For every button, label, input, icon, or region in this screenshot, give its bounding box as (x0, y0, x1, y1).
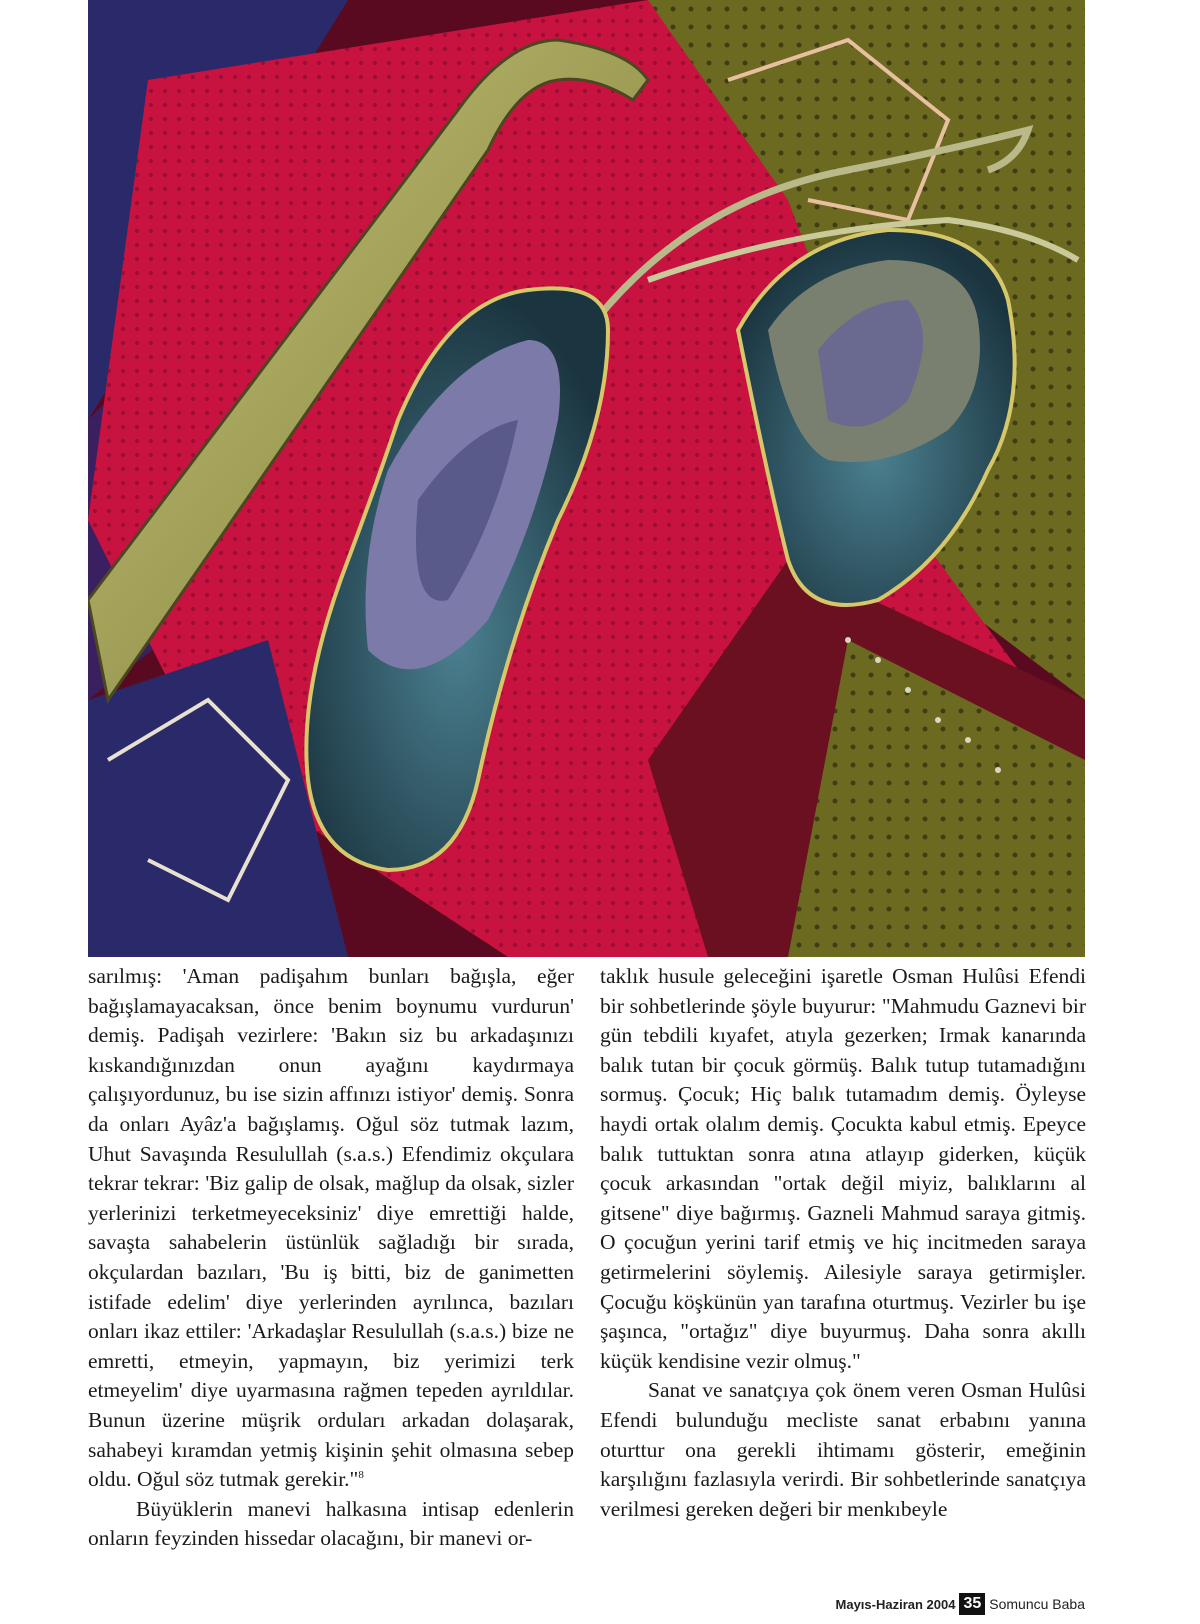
paragraph: sarılmış: 'Aman padişahım bunları bağışla, eğer bağışlamayacaksan, önce benim boynumu vurdurun' demiş. Padişah vezirlere: 'Bakın siz bu arkadaşınızı kıskandığınızdan onun ayağını kaydırmaya çalışıyordunuz, bu ise sizin affınızı istiyor' demiş. Sonra da onları Ayâz'a bağışlamış. Oğul söz tutmak lazım, Uhut Savaşında Resulullah (s.a.s.) Efendimiz okçulara tekrar tekrar: 'Biz galip de olsak, mağlup da olsak, sizler yerlerinizi terketmeyeceksiniz' diye emrettiği halde, savaşta sahabelerin üstünlük sağladığı bir sırada, okçulardan bazıları, 'Bu iş bitti, biz de ganimetten istifade edelim' diye yerlerinden ayrılınca, bazıları onları ikaz ettiler: 'Arkadaşlar Resulullah (s.a.s.) bize ne emretti, etmeyin, yapmayın, biz yerimizi terk etmeyelim' diye uyarmasına rağmen tepeden ayrıldılar. Bunun üzerine müşrik orduları arkadan dolaşarak, sahabeyi kıramdan yetmiş kişinin şehit olmasına sebep oldu. Oğul söz tutmak gerekir."$^8$ (88, 964, 574, 1492)
paragraph: taklık husule geleceğini işaretle Osman Hulûsi Efendi bir sohbetlerinde şöyle buyurur: "Mahmudu Gaznevi bir gün tebdili kıyafet, atıyla gezerken; Irmak kanarında balık tutan bir çocuk görmüş. Balık tutup tutamadığını sormuş. Çocuk; Hiç balık tutamadım demiş. Öyleyse haydi ortak olalım demiş. Çocukta kabul etmiş. Epeyce balık tuttuktan sonra atına atlayıp giderken, küçük çocuk arkasından "ortak değil miyiz, balıklarını al gitsene" diye bağırmış. Gazneli Mahmud saraya gitmiş. O çocuğun yerini tarif etmiş ve hiç incitmeden saraya getirmelerini söylemiş. Ailesiyle saraya getirmişler. Çocuğu köşkünün yan tarafına oturtmuş. Vezirler bu işe şaşınca, "ortağız" diye buyurmuş. Daha sonra akıllı küçük kendisine vezir olmuş." (600, 964, 1086, 1373)
page-number: 35 (959, 1593, 985, 1615)
shoes-cane-carpet-image (88, 0, 1085, 957)
issue-date: Mayıs-Haziran 2004 (835, 1596, 956, 1612)
paragraph: Sanat ve sanatçıya çok önem veren Osman Hulûsi Efendi bulunduğu mecliste sanat erbabını yanına oturttur ona gerekli ihtimamı gösterir, emeğinin karşılığını fazlasıyla verirdi. Bir sohbetlerinde sanatçıya verilmesi gereken değeri bir menkıbeyle (600, 1378, 1086, 1521)
magazine-name: Somuncu Baba (989, 1596, 1085, 1612)
footnote-marker: 8 (358, 1468, 364, 1481)
article-column-left (88, 962, 574, 1554)
paragraph: Büyüklerin manevi halkasına intisap edenlerin onların feyzinden hissedar olacağını, bir manevi or- (88, 1496, 574, 1551)
article-column-right (600, 962, 1086, 1524)
page-footer (836, 1593, 1085, 1615)
article-photo (88, 0, 1085, 957)
